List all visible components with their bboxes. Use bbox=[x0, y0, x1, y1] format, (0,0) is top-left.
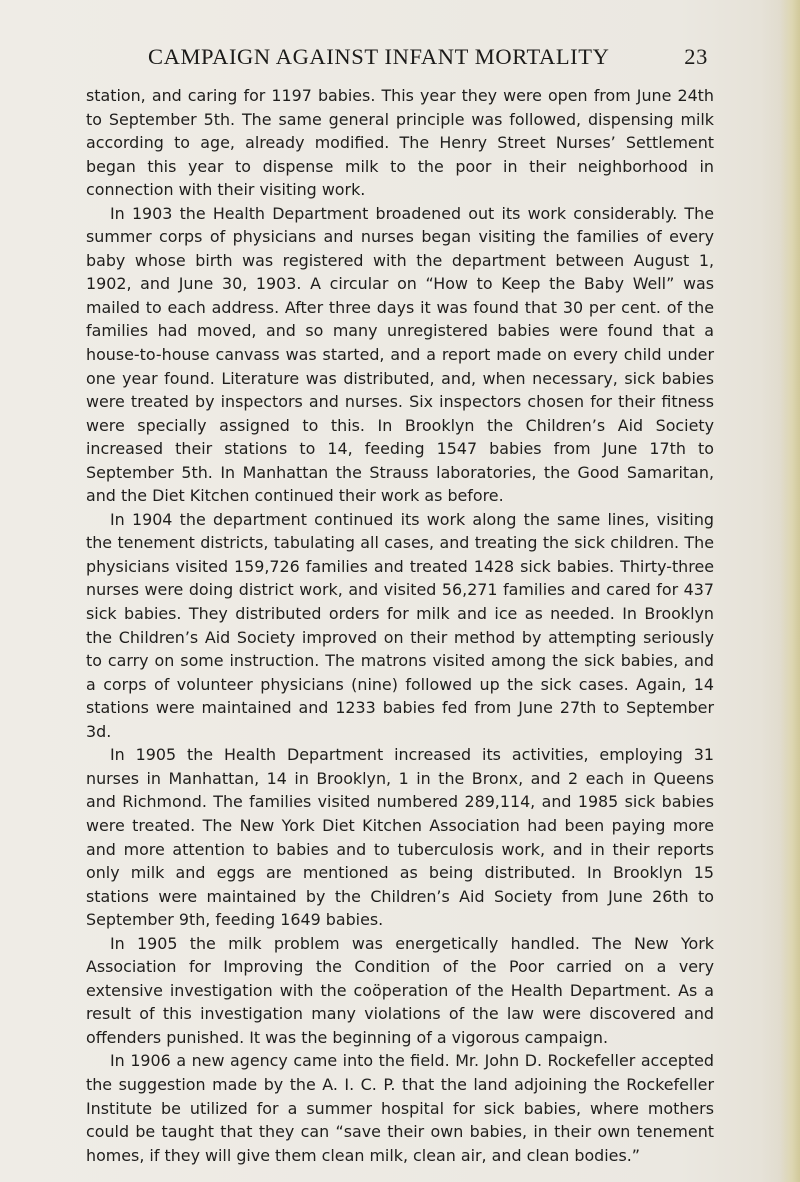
body-text bbox=[86, 84, 714, 1167]
running-title: CAMPAIGN AGAINST INFANT MORTALITY bbox=[148, 44, 610, 69]
paragraph-3: In 1904 the department continued its work along the same lines, visiting the tenement districts, tabulating all cases, and treating the sick children. The physicians visited 159,726 families and treated 1428 sick babies. Thirty-three nurses were doing district work, and visited 56,271 families and cared for 437 sick babies. They distributed orders for milk and ice as needed. In Brooklyn the Children’s Aid Society improved on their method by attempting seriously to carry on some instruction. The matrons visited among the sick babies, and a corps of volunteer physicians (nine) followed up the sick cases. Again, 14 stations were maintained and 1233 babies fed from June 27th to September 3d. bbox=[86, 509, 714, 741]
page-edge-stain bbox=[780, 0, 800, 1182]
page-header bbox=[148, 44, 708, 70]
paragraph-5: In 1905 the milk problem was energetically handled. The New York Association for Improving the Condition of the Poor carried on a very extensive investigation with the coöperation of the Health Department. As a result of this investigation many violations of the law were discovered and offenders punished. It was the beginning of a vigorous campaign. bbox=[86, 933, 714, 1047]
paragraph-6: In 1906 a new agency came into the field. Mr. John D. Rockefeller accepted the suggestion made by the A. I. C. P. that the land adjoining the Rockefeller Institute be utilized for a summer hospital for sick babies, where mothers could be taught that they can “save their own babies, in their own tenement homes, if they will give them clean milk, clean air, and clean bodies.” bbox=[86, 1051, 714, 1165]
paragraph-2: In 1903 the Health Department broadened out its work considerably. The summer corps of physicians and nurses began visiting the families of every baby whose birth was registered with the department between August 1, 1902, and June 30, 1903. A circular on “How to Keep the Baby Well” was mailed to each address. After three days it was found that 30 per cent. of the families had moved, and so many unregistered babies were found that a house-to-house canvass was started, and a report made on every child under one year found. Literature was distributed, and, when necessary, sick babies were treated by inspectors and nurses. Six inspectors chosen for their fitness were specially assigned to this. In Brooklyn the Children’s Aid Society increased their stations to 14, feeding 1547 babies from June 17th to September 5th. In Manhattan the Strauss laboratories, the Good Samaritan, and the Diet Kitchen continued their work as before. bbox=[86, 203, 714, 506]
paragraph-4: In 1905 the Health Department increased its activities, employing 31 nurses in Manhattan, 14 in Brooklyn, 1 in the Bronx, and 2 each in Queens and Richmond. The families visited numbered 289,114, and 1985 sick babies were treated. The New York Diet Kitchen Association had been paying more and more attention to babies and to tuberculosis work, and in their reports only milk and eggs are mentioned as being distributed. In Brooklyn 15 stations were maintained by the Children’s Aid Society from June 26th to September 9th, feeding 1649 babies. bbox=[86, 745, 714, 930]
paragraph-1: station, and caring for 1197 babies. This year they were open from June 24th to September 5th. The same general principle was followed, dispensing milk according to age, already modified. The Henry Street Nurses’ Settlement began this year to dispense milk to the poor in their neighborhood in connection with their visiting work. bbox=[86, 86, 714, 200]
page-number: 23 bbox=[684, 44, 708, 69]
